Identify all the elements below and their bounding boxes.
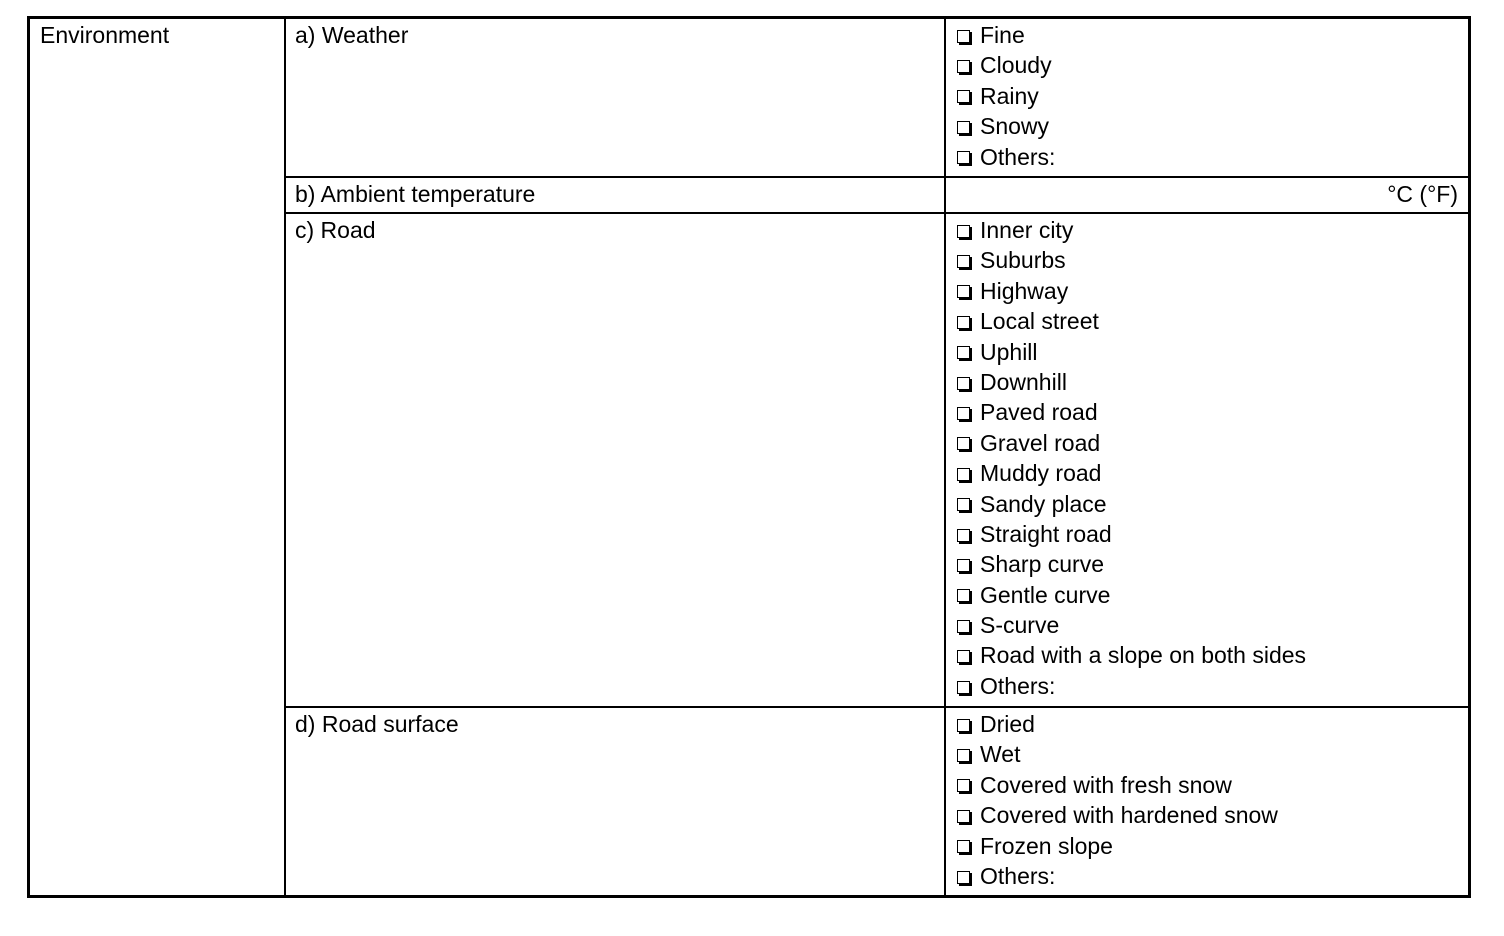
road-surface-option[interactable]: Covered with hardened snow bbox=[955, 800, 1278, 830]
checkbox-icon[interactable] bbox=[957, 151, 970, 164]
column-divider-1 bbox=[284, 19, 286, 895]
checkbox-icon[interactable] bbox=[957, 285, 970, 298]
road-option[interactable]: Muddy road bbox=[955, 458, 1306, 488]
weather-option-others[interactable]: Others: bbox=[955, 142, 1055, 172]
checkbox-icon[interactable] bbox=[957, 468, 970, 481]
checkbox-icon[interactable] bbox=[957, 529, 970, 542]
weather-label: a) Weather bbox=[295, 22, 409, 48]
checkbox-icon[interactable] bbox=[957, 498, 970, 511]
checkbox-icon[interactable] bbox=[957, 840, 970, 853]
weather-option-snowy[interactable]: Snowy bbox=[955, 111, 1055, 141]
environment-form-table bbox=[27, 16, 1471, 898]
road-option[interactable]: S-curve bbox=[955, 610, 1306, 640]
checkbox-icon[interactable] bbox=[957, 810, 970, 823]
road-option[interactable]: Sandy place bbox=[955, 489, 1306, 519]
checkbox-icon[interactable] bbox=[957, 346, 970, 359]
row-divider-1 bbox=[285, 176, 1468, 178]
row-divider-3 bbox=[285, 706, 1468, 708]
column-divider-2 bbox=[944, 19, 946, 895]
road-option[interactable]: Road with a slope on both sides bbox=[955, 640, 1306, 670]
road-option[interactable]: Suburbs bbox=[955, 245, 1306, 275]
road-option[interactable]: Downhill bbox=[955, 367, 1306, 397]
checkbox-icon[interactable] bbox=[957, 589, 970, 602]
weather-options bbox=[955, 20, 1055, 172]
checkbox-icon[interactable] bbox=[957, 681, 970, 694]
checkbox-icon[interactable] bbox=[957, 779, 970, 792]
row-divider-2 bbox=[285, 212, 1468, 214]
road-surface-option[interactable]: Frozen slope bbox=[955, 831, 1278, 861]
checkbox-icon[interactable] bbox=[957, 60, 970, 73]
checkbox-icon[interactable] bbox=[957, 316, 970, 329]
checkbox-icon[interactable] bbox=[957, 255, 970, 268]
road-option[interactable]: Sharp curve bbox=[955, 549, 1306, 579]
checkbox-icon[interactable] bbox=[957, 749, 970, 762]
checkbox-icon[interactable] bbox=[957, 559, 970, 572]
weather-option-rainy[interactable]: Rainy bbox=[955, 81, 1055, 111]
road-option[interactable]: Paved road bbox=[955, 397, 1306, 427]
road-option[interactable]: Local street bbox=[955, 306, 1306, 336]
weather-option-cloudy[interactable]: Cloudy bbox=[955, 50, 1055, 80]
road-options bbox=[955, 215, 1306, 701]
checkbox-icon[interactable] bbox=[957, 377, 970, 390]
checkbox-icon[interactable] bbox=[957, 121, 970, 134]
checkbox-icon[interactable] bbox=[957, 30, 970, 43]
checkbox-icon[interactable] bbox=[957, 650, 970, 663]
checkbox-icon[interactable] bbox=[957, 407, 970, 420]
checkbox-icon[interactable] bbox=[957, 225, 970, 238]
section-label: Environment bbox=[40, 22, 170, 48]
checkbox-icon[interactable] bbox=[957, 437, 970, 450]
road-option[interactable]: Gravel road bbox=[955, 428, 1306, 458]
road-surface-option[interactable]: Dried bbox=[955, 709, 1278, 739]
road-option[interactable]: Highway bbox=[955, 276, 1306, 306]
checkbox-icon[interactable] bbox=[957, 90, 970, 103]
road-surface-label: d) Road surface bbox=[295, 711, 459, 737]
checkbox-icon[interactable] bbox=[957, 871, 970, 884]
road-option[interactable]: Inner city bbox=[955, 215, 1306, 245]
road-option[interactable]: Uphill bbox=[955, 337, 1306, 367]
checkbox-icon[interactable] bbox=[957, 719, 970, 732]
checkbox-icon[interactable] bbox=[957, 620, 970, 633]
road-option[interactable]: Others: bbox=[955, 671, 1306, 701]
road-surface-option[interactable]: Wet bbox=[955, 739, 1278, 769]
road-label: c) Road bbox=[295, 217, 376, 243]
weather-option-fine[interactable]: Fine bbox=[955, 20, 1055, 50]
ambient-temperature-label: b) Ambient temperature bbox=[295, 181, 536, 207]
road-surface-option[interactable]: Others: bbox=[955, 861, 1278, 891]
road-surface-option[interactable]: Covered with fresh snow bbox=[955, 770, 1278, 800]
road-surface-options bbox=[955, 709, 1278, 891]
road-option[interactable]: Gentle curve bbox=[955, 580, 1306, 610]
road-option[interactable]: Straight road bbox=[955, 519, 1306, 549]
temperature-unit: °C (°F) bbox=[1387, 181, 1458, 207]
